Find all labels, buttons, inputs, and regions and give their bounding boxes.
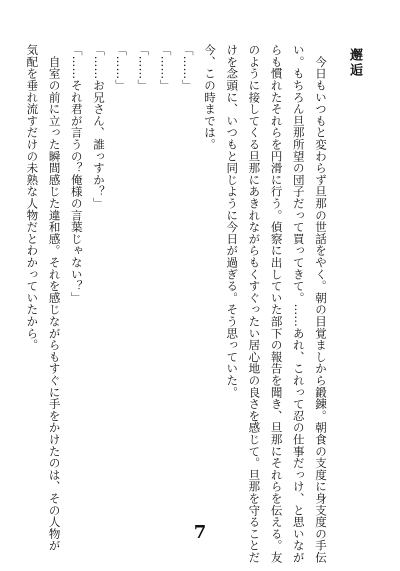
dialogue-line: 「……それ君が言うの？俺様の言葉じゃない？」 bbox=[69, 44, 84, 304]
paragraph: のように接してくる旦那にあきれながらもくすぐったい居心地の良さを感じて。旦那を守ることだ bbox=[247, 44, 262, 564]
dialogue-line: 「……」 bbox=[180, 44, 195, 92]
page-number: 7 bbox=[193, 522, 207, 543]
dialogue-line: 「……」 bbox=[114, 44, 129, 92]
chapter-title: 邂逅 bbox=[347, 48, 362, 78]
dialogue-line: 「……」 bbox=[158, 44, 173, 92]
paragraph: けを念頭に、いつもと同じように今日が過ぎる。そう思っていた。 bbox=[225, 44, 240, 398]
paragraph: 自室の前に立った瞬間感じた違和感。それを感じながらもすぐに手をかけたのは、その人物が bbox=[47, 44, 62, 552]
paragraph: 気配を垂れ流すだけの未熟な人物だとわかっていたから。 bbox=[25, 44, 40, 351]
paragraph: い。もちろん旦那所望の団子だって買ってきて。……あれ、これって忍の仕事だっけ、と思いなが bbox=[291, 44, 306, 564]
dialogue-line: 「……」 bbox=[136, 44, 151, 92]
paragraph: 今日もいつもと変わらず旦那の世話をやく。朝の目覚ましから鍛錬。朝食の支度に身支度の手伝 bbox=[314, 44, 328, 564]
paragraph: らも慣れたそれらを円滑に行う。偵察に出していた部下の報告を聞き、旦那にそれらを伝える。友 bbox=[269, 44, 284, 564]
paragraph: 今、この時までは。 bbox=[202, 44, 217, 151]
body-text bbox=[25, 44, 332, 564]
dialogue-line: 「……お兄さん、誰っすか？」 bbox=[91, 44, 106, 210]
